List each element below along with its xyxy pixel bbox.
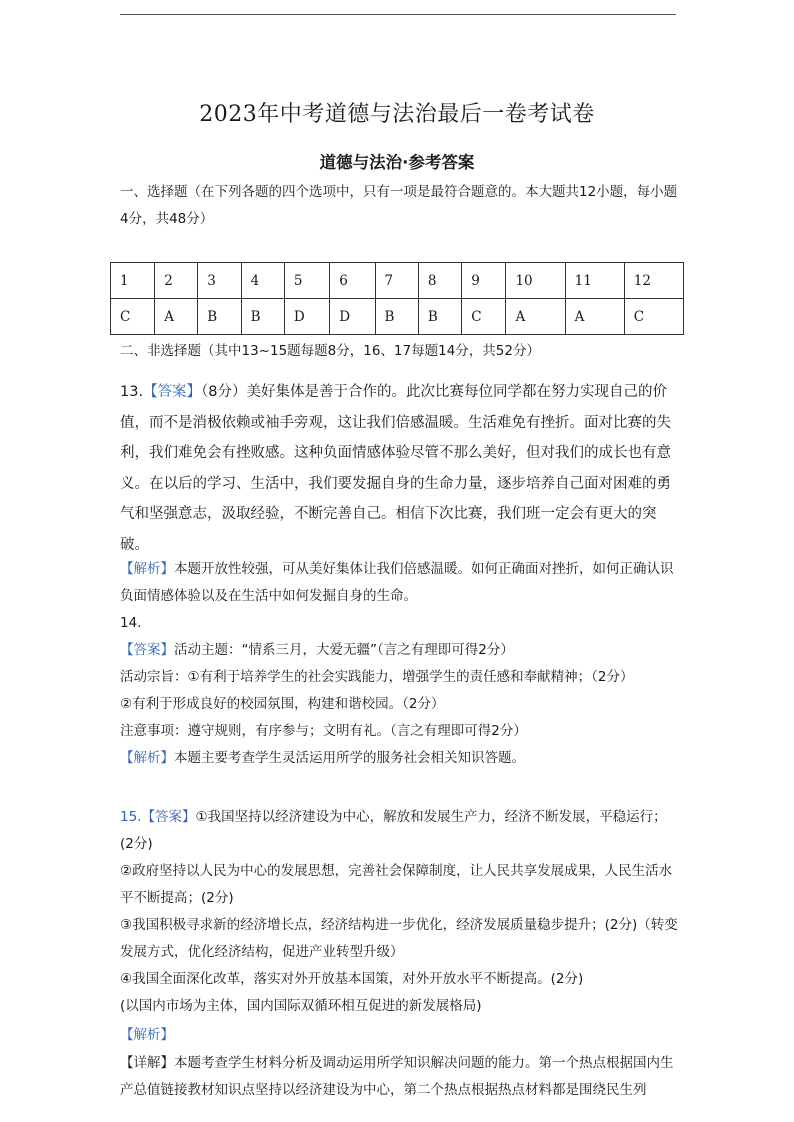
question-number-cell: 6 xyxy=(330,263,375,299)
section-1-heading: 一、选择题（在下列各题的四个选项中，只有一项是最符合题意的。本大题共12小题，每小题4分，共48分） xyxy=(120,184,678,227)
question-number-cell: 5 xyxy=(284,263,329,299)
question-number-cell: 8 xyxy=(418,263,461,299)
answer-cell: A xyxy=(155,299,198,335)
analysis-tag: 【解析】 xyxy=(120,750,174,766)
q15-line-3: ③我国积极寻求新的经济增长点，经济结构进一步优化，经济发展质量稳步提升；(2分)（转变发展方式，优化经济结构，促进产业转型升级） xyxy=(120,917,678,960)
q15-detail-text: 本题考查学生材料分析及调动运用所学知识解决问题的能力。第一个热点根据国内生产总值链接教材知识点坚持以经济建设为中心，第二个热点根据热点材料都是围绕民生列 xyxy=(120,1055,674,1098)
q14-purpose-1: 活动宗旨：①有利于培养学生的社会实践能力，增强学生的责任感和奉献精神；（2分） xyxy=(120,669,634,685)
answer-cell: C xyxy=(111,299,155,335)
question-number-cell: 10 xyxy=(506,263,565,299)
q14-notes: 注意事项：遵守规则，有序参与；文明有礼。（言之有理即可得2分） xyxy=(120,723,527,739)
q14-theme xyxy=(120,637,680,664)
exam-title: 2023年中考道德与法治最后一卷考试卷 xyxy=(199,102,595,127)
answer-cell: B xyxy=(375,299,418,335)
question-number-cell: 3 xyxy=(198,263,241,299)
answer-cell: A xyxy=(506,299,565,335)
question-number-cell: 11 xyxy=(565,263,624,299)
question-number-cell: 4 xyxy=(241,263,284,299)
analysis-tag: 【解析】 xyxy=(120,561,174,577)
q15-detail xyxy=(120,1050,680,1104)
question-number-cell: 1 xyxy=(111,263,155,299)
q15-number: 15. xyxy=(120,809,142,825)
q15-line-1 xyxy=(120,804,680,858)
q15-line-1-text: ①我国坚持以经济建设为中心，解放和发展生产力，经济不断发展，平稳运行；(2分) xyxy=(120,809,667,852)
question-number-cell: 9 xyxy=(462,263,506,299)
detail-tag: 【详解】 xyxy=(120,1055,174,1071)
answer-cell: B xyxy=(198,299,241,335)
answer-cell: C xyxy=(624,299,683,335)
q15-analysis-tag: 【解析】 xyxy=(120,1027,174,1043)
q15-line-2: ②政府坚持以人民为中心的发展思想，完善社会保障制度，让人民共享发展成果，人民生活水平不断提高；(2分) xyxy=(120,863,673,906)
answer-cell: D xyxy=(284,299,329,335)
question-number-cell: 7 xyxy=(375,263,418,299)
answer-table-answer-row xyxy=(111,299,684,335)
q14-number: 14. xyxy=(120,615,142,631)
q14-theme-text: 活动主题：“情系三月，大爱无疆”（言之有理即可得2分） xyxy=(174,642,514,658)
answer-cell: D xyxy=(330,299,375,335)
q13-analysis xyxy=(120,556,680,610)
answer-cell: C xyxy=(462,299,506,335)
header-rule xyxy=(120,14,676,15)
answer-table-number-row xyxy=(111,263,684,299)
answer-cell: A xyxy=(565,299,624,335)
q14-analysis xyxy=(120,745,680,772)
answer-tag: 【答案】 xyxy=(143,384,202,400)
q13-answer-text: （8分）美好集体是善于合作的。此次比赛每位同学都在努力实现自己的价值，而不是消极依赖或袖手旁观，这让我们倍感温暖。生活难免有挫折。面对比赛的失利，我们难免会有挫败感。这种负面情感体验尽管不那么美好，但对我们的成长也有意义。在以后的学习、生活中，我们要发掘自身的生命力量，逐步培养自己面对困难的勇气和坚强意志，汲取经验，不断完善自己。相信下次比赛，我们班一定会有更大的突破。 xyxy=(120,384,671,553)
answer-tag: 【答案】 xyxy=(141,809,196,825)
q15-line-4: ④我国全面深化改革，落实对外开放基本国策，对外开放水平不断提高。(2分) xyxy=(120,971,584,987)
q14-analysis-text: 本题主要考查学生灵活运用所学的服务社会相关知识答题。 xyxy=(174,750,525,766)
section-2-heading: 二、非选择题（其中13~15题每题8分，16、17每题14分，共52分） xyxy=(120,343,540,359)
answer-cell: B xyxy=(241,299,284,335)
question-number-cell: 12 xyxy=(624,263,683,299)
q14-purpose-2: ②有利于形成良好的校园氛围，构建和谐校园。（2分） xyxy=(120,696,445,712)
q13-answer xyxy=(120,377,680,560)
q13-analysis-text: 本题开放性较强，可从美好集体让我们倍感温暖。如何正确面对挫折，如何正确认识负面情感体验以及在生活中如何发掘自身的生命。 xyxy=(120,561,674,604)
answer-tag: 【答案】 xyxy=(120,642,174,658)
answer-table xyxy=(110,262,684,335)
q15-line-5: (以国内市场为主体，国内国际双循环相互促进的新发展格局) xyxy=(120,998,482,1014)
answer-key-subtitle: 道德与法治·参考答案 xyxy=(319,153,475,172)
question-number-cell: 2 xyxy=(155,263,198,299)
answer-cell: B xyxy=(418,299,461,335)
q13-number: 13. xyxy=(120,384,144,400)
